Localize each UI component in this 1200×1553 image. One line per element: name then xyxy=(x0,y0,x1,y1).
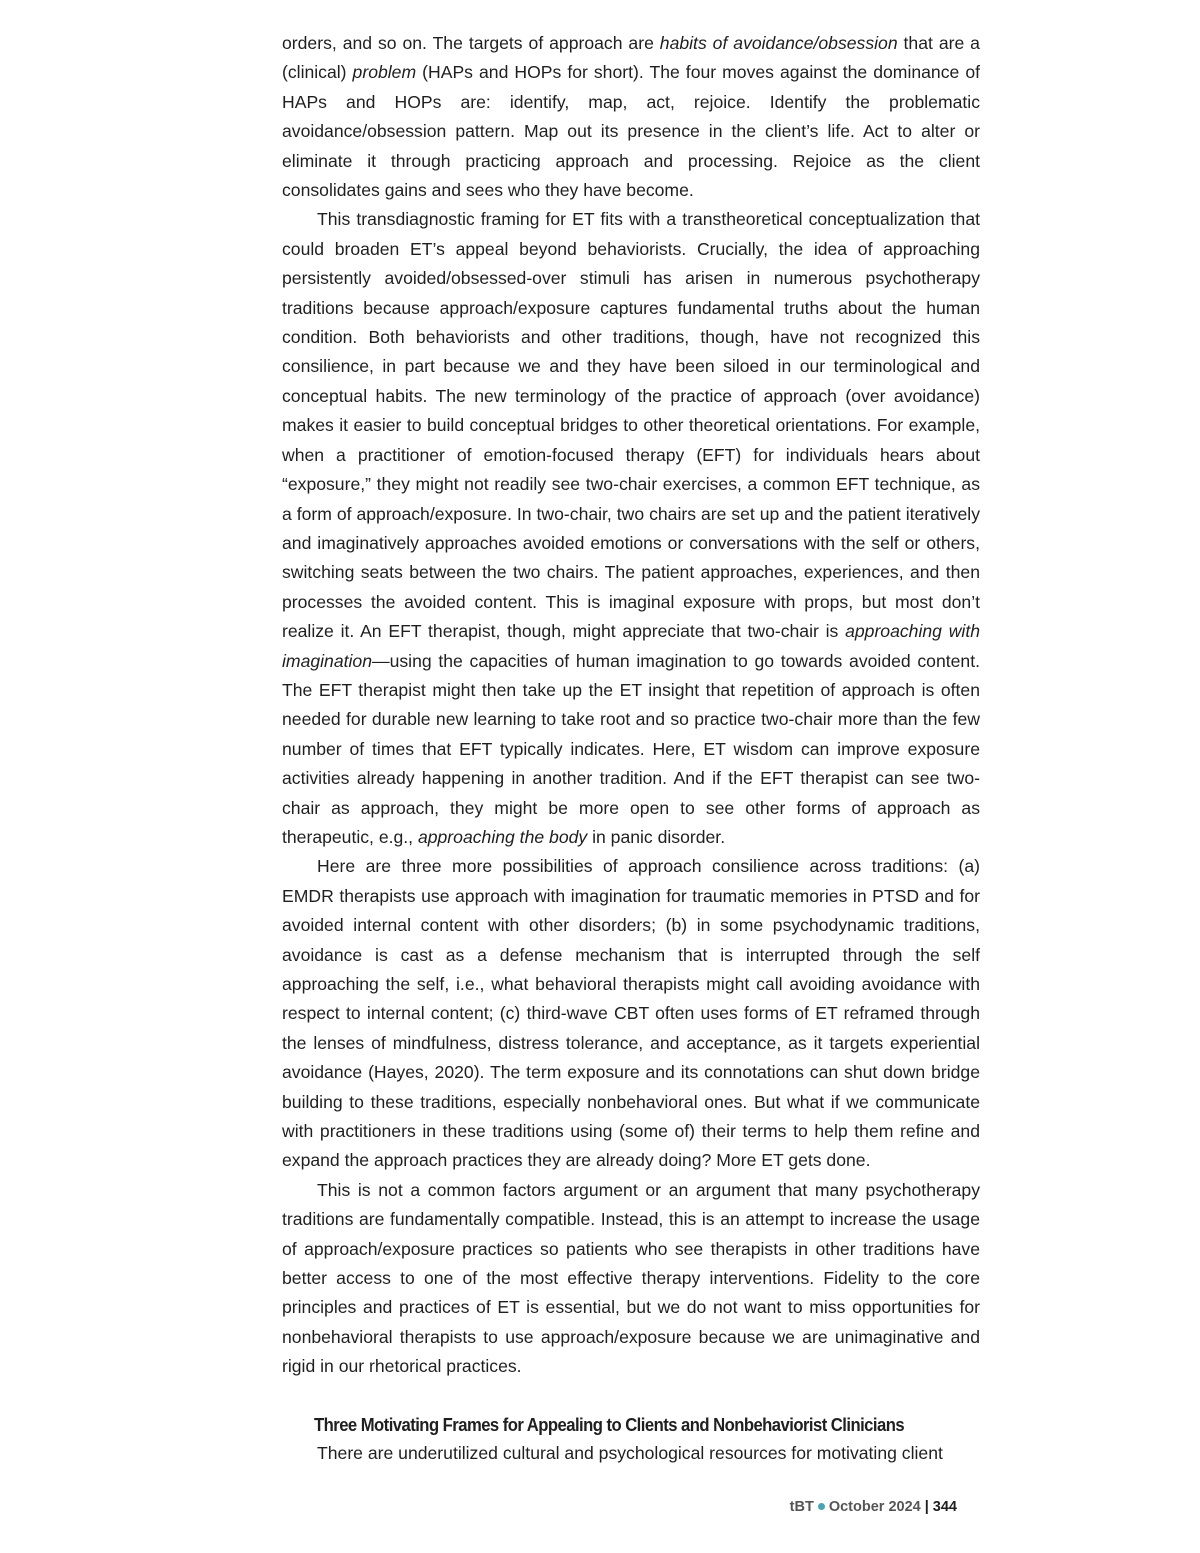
footer-page-number: 344 xyxy=(932,1499,957,1515)
italic-phrase: habits of avoidance/obsession xyxy=(659,33,898,53)
paragraph-trailing: There are underutilized cultural and psychological resources for motivating client xyxy=(317,1442,943,1463)
text-run: orders, and so on. The targets of approach are xyxy=(282,33,660,53)
text-run: This is not a common factors argument or an argument that many psychotherapy traditions are fundamentally compatible. Instead, this is an attempt to increase the usage of approach/exposure practices so patients who see therapists in other traditions have better access to one of the most effective therapy interventions. Fidelity to the core principles and practices of ET is essential, but we do not want to miss opportunities for nonbehavioral therapists to use approach/exposure because we are unimaginative and rigid in our rhetorical practices. xyxy=(282,1179,980,1377)
paragraph-p4 xyxy=(282,1176,980,1382)
paragraph-p3 xyxy=(282,852,980,1175)
paragraph-p2 xyxy=(282,205,980,852)
paragraph-p1 xyxy=(282,29,980,205)
footer-journal-name: tBT xyxy=(789,1499,814,1515)
text-run: in panic disorder. xyxy=(587,826,726,847)
page-footer xyxy=(790,1499,957,1515)
text-run: Here are three more possibilities of approach consilience across traditions: (a) EMDR therapists use approach with imagination for traumatic memories in PTSD and for avoided internal content with other disorders; (b) in some psychodynamic traditions, avoidance is cast as a defense mechanism that is interrupted through the self approaching the self, i.e., what behavioral therapists might call avoiding avoidance with respect to internal content; (c) third-wave CBT often uses forms of ET reframed through the lenses of mindfulness, distress tolerance, and acceptance, as it targets experiential avoidance (Hayes, 2020). The term exposure and its connotations can shut down bridge building to these traditions, especially nonbehavioral ones. But what if we communicate with practitioners in these traditions using (some of) their terms to help them refine and expand the approach practices they are already doing? More ET gets done. xyxy=(282,856,980,1171)
text-run: —using the capacities of human imagination to go towards avoided content. The EFT therapist might then take up the ET insight that repetition of approach is often needed for durable new learning to take root and so practice two-chair more than the few number of times that EFT typically indicates. Here, ET wisdom can improve exposure activities already happening in another tradition. And if the EFT therapist can see two-chair as approach, they might be more open to see other forms of approach as therapeutic, e.g., xyxy=(282,650,980,847)
section-heading: Three Motivating Frames for Appealing to Clients and Nonbehaviorist Clinicians xyxy=(314,1413,905,1435)
paragraph-list xyxy=(282,29,980,1382)
italic-phrase: problem xyxy=(352,62,417,83)
text-run: (HAPs and HOPs for short). The four moves against the dominance of HAPs and HOPs are: identify, map, act, rejoice. Identify the problematic avoidance/obsession pattern. Map out its presence in the client’s life. Act to alter or eliminate it through practicing approach and processing. Rejoice as the client consolidates gains and sees who they have become. xyxy=(282,62,980,201)
italic-phrase: approaching with imagination xyxy=(282,621,980,671)
italic-phrase: approaching the body xyxy=(417,826,588,847)
footer-dot-icon xyxy=(818,1503,825,1510)
footer-separator: | xyxy=(924,1499,929,1515)
footer-issue-date: October 2024 xyxy=(828,1499,921,1515)
text-run: This transdiagnostic framing for ET fits with a transtheoretical conceptualization that could broaden ET’s appeal beyond behaviorists. Crucially, the idea of approaching persistently avoided/obsessed-over stimuli has arisen in numerous psychotherapy traditions because approach/exposure captures fundamental truths about the human condition. Both behaviorists and other traditions, though, have not recognized this consilience, in part because we and they have been siloed in our terminological and conceptual habits. The new terminology of the practice of approach (over avoidance) makes it easier to build conceptual bridges to other theoretical orientations. For example, when a practitioner of emotion-focused therapy (EFT) for individuals hears about “exposure,” they might not readily see two-chair exercises, a common EFT technique, as a form of approach/exposure. In two-chair, two chairs are set up and the patient iteratively and imaginatively approaches avoided emotions or conversations with the self or others, switching seats between the two chairs. The patient approaches, experiences, and then processes the avoided content. This is imaginal exposure with props, but most don’t realize it. An EFT therapist, though, might appreciate that two-chair is xyxy=(282,209,980,642)
text-run: that are a (clinical) xyxy=(282,33,980,83)
article-body xyxy=(282,29,980,1468)
